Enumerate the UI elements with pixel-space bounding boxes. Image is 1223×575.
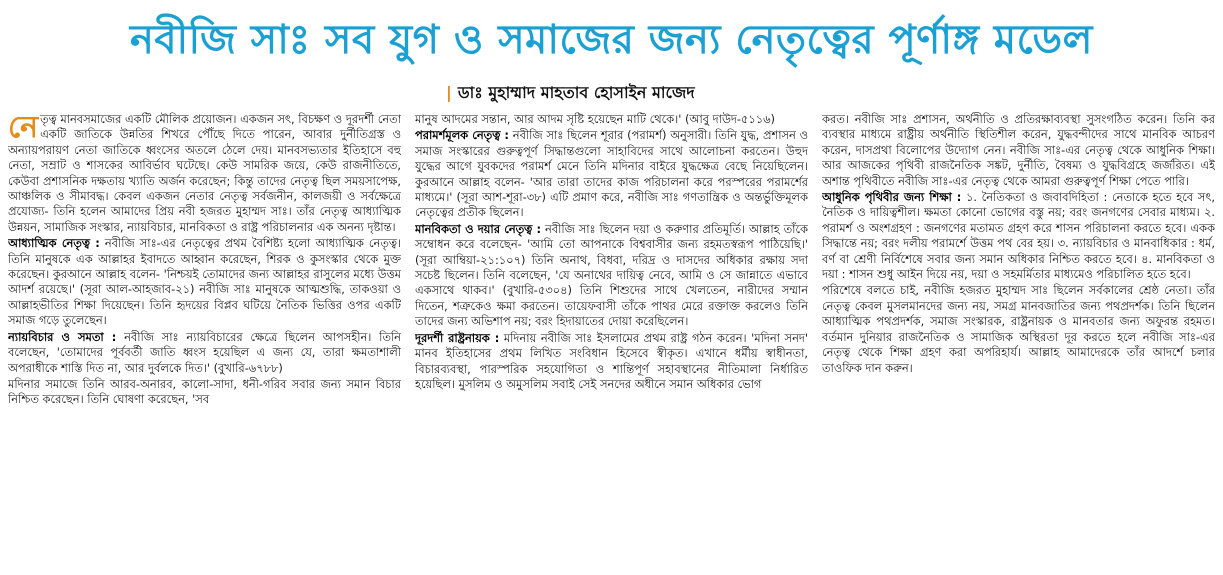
subhead-modern-lessons: আধুনিক পৃথিবীর জন্য শিক্ষা : (822, 190, 962, 205)
subhead-spiritual: আধ্যাত্মিক নেতৃত্ব : (8, 236, 100, 251)
text-modern-lessons: ১. নৈতিকতা ও জবাবদিহিতা : নেতাকে হতে হবে সৎ, নৈতিক ও দায়িত্বশীল। ক্ষমতা কোনো ভোগের বস্তু নয়; বরং জনগণের সেবার মাধ্যম। ২. পরামর্শ ও অংশগ্রহণ : জনগণের মতামত গ্রহণ করে শাসন পরিচালনা করতে হবে। একক সিদ্ধান্তে নয়; বরং দলীয় পরামর্শে উত্তম পথ বের হয়। ৩. ন্যায়বিচার ও মানবাধিকার : ধর্ম, বর্ণ বা শ্রেণী নির্বিশেষে সবার জন্য সমান অধিকার নিশ্চিত করতে হবে। ৪. মানবিকতা ও দয়া : শাসন শুধু আইন দিয়ে নয়, দয়া ও সহমর্মিতার মাধ্যমেও পরিচালিত হতে হবে। (822, 190, 1215, 282)
section-justice (8, 330, 401, 376)
byline-bar: | (446, 83, 452, 102)
intro-paragraph (8, 112, 401, 235)
paragraph-continuation: মানুষ আদমের সন্তান, আর আদম সৃষ্টি হয়েছেন মাটি থেকে।' (আবু দাউদ-৫১১৬) (415, 112, 775, 126)
subhead-consultative: পরামর্শমূলক নেতৃত্ব : (415, 128, 509, 143)
text-humanity: নবীজি সাঃ ছিলেন দয়া ও করুণার প্রতিমূর্তি। আল্লাহ তাঁকে সম্বোধন করে বলেছেন- 'আমি তো আপনাকে বিশ্ববাসীর জন্য রহমতস্বরূপ পাঠিয়েছি।' (সূরা আম্বিয়া-২১:১০৭) তিনি অনাথ, বিধবা, দরিদ্র ও দাসদের অধিকার রক্ষায় সদা সচেষ্ট ছিলেন। তিনি বলেছেন, 'যে অনাথের দায়িত্ব নেবে, আমি ও সে জান্নাতে এভাবে একসাথে থাকব।' (বুখারি-৫৩০৪) তিনি শিশুদের সাথে খেলতেন, নারীদের সম্মান দিতেন, শত্রুকেও ক্ষমা করতেন। তায়েফবাসী তাঁকে পাথর মেরে রক্তাক্ত করলেও তিনি তাদের জন্য অভিশাপ নয়; বরং হিদায়াতের দোয়া করেছিলেন। (415, 221, 808, 329)
subhead-justice: ন্যায়বিচার ও সমতা : (8, 329, 117, 344)
byline (8, 76, 1215, 112)
section-humanity (415, 222, 808, 330)
drop-cap: নে (8, 112, 39, 145)
section-modern-lessons (822, 190, 1215, 282)
column-1 (8, 112, 401, 558)
text-statesman: মদিনায় নবীজি সাঃ ইসলামের প্রথম রাষ্ট্র গঠন করেন। 'মদিনা সনদ' মানব ইতিহাসের প্রথম লিখিত সংবিধান হিসেবে স্বীকৃত। এখানে ধর্মীয় স্বাধীনতা, বিচারব্যবস্থা, পারস্পরিক সহযোগিতা ও শান্তিপূর্ণ সহাবস্থানের নীতিমালা নির্ধারিত হয়েছিল। মুসলিম ও অমুসলিম সবাই সেই সনদের অধীনে সমান অধিকার ভোগ (415, 330, 808, 391)
column-2 (415, 112, 808, 558)
author-name: ডাঃ মুহাম্মাদ মাহতাব হোসাইন মাজেদ (457, 83, 695, 102)
section-spiritual (8, 236, 401, 328)
paragraph-medina-society: মদিনার সমাজে তিনি আরব-অনারব, কালো-সাদা, ধনী-গরিব সবার জন্য সমান বিচার নিশ্চিত করেছেন। তিনি ঘোষণা করেছেন, 'সব (8, 376, 401, 407)
subhead-humanity: মানবিকতা ও দয়ার নেতৃত্ব : (415, 221, 542, 236)
article-columns (8, 112, 1215, 558)
headline: নবীজি সাঃ সব যুগ ও সমাজের জন্য নেতৃত্বের পূর্ণাঙ্গ মডেল (130, 17, 1093, 63)
text-spiritual: নবীজি সাঃ-এর নেতৃত্বের প্রথম বৈশিষ্ট্য হলো আধ্যাত্মিক নেতৃত্ব। তিনি মানুষকে এক আল্লাহর ইবাদতে আহ্বান করেছেন, শিরক ও কুসংস্কার থেকে মুক্ত করেছেন। কুরআনে আল্লাহ বলেন- 'নিশ্চয়ই তোমাদের জন্য আল্লাহর রাসুলের মধ্যে উত্তম আদর্শ রয়েছে।' (সূরা আল-আহজাব-২১) নবীজি সাঃ মানুষকে আত্মশুদ্ধি, তাকওয়া ও আল্লাহভীতির শিক্ষা দিয়েছেন। তিনি হৃদয়ের বিপ্লব ঘটিয়ে নৈতিক ভিত্তির ওপর একটি সমাজ গড়ে তুলেছেন। (8, 236, 401, 328)
paragraph-conclusion: পরিশেষে বলতে চাই, নবীজি হজরত মুহাম্মদ সাঃ ছিলেন সর্বকালের শ্রেষ্ঠ নেতা। তাঁর নেতৃত্ব কেবল মুসলমানদের জন্য নয়, সমগ্র মানবজাতির জন্য পথপ্রদর্শক। তিনি ছিলেন আধ্যাত্মিক পথপ্রদর্শক, সমাজ সংস্কারক, রাষ্ট্রনায়ক ও মানবতার জন্য অফুরন্ত রহমত। বর্তমান দুনিয়ার রাজনৈতিক ও সামাজিক অস্থিরতা দূর করতে হলে নবীজি সাঃ-এর নেতৃত্ব থেকে শিক্ষা গ্রহণ করা অপরিহার্য। আল্লাহ আমাদেরকে তাঁর আদর্শে চলার তাওফিক দান করুন। (822, 283, 1215, 375)
text-consultative: নবীজি সাঃ ছিলেন শূরার (পরামর্শ) অনুসারী। তিনি যুদ্ধ, প্রশাসন ও সমাজ সংস্কারের গুরুত্বপূর্ণ সিদ্ধান্তগুলো সাহাবিদের সাথে আলোচনা করতেন। উহুদ যুদ্ধের আগে যুবকদের পরামর্শ মেনে তিনি মদিনার বাইরে যুদ্ধক্ষেত্র বেছে নিয়েছিলেন। কুরআনে আল্লাহ বলেন- 'আর তারা তাদের কাজ পরিচালনা করে পরস্পরের পরামর্শের মাধ্যমে।' (সূরা আশ-শূরা-৩৮) এটি প্রমাণ করে, নবীজি সাঃ গণতান্ত্রিক ও অন্তর্ভুক্তিমূলক নেতৃত্বের প্রতীক ছিলেন। (415, 128, 808, 220)
column-3 (822, 112, 1215, 558)
section-consultative (415, 128, 808, 220)
paragraph-administration: করত। নবীজি সাঃ প্রশাসন, অর্থনীতি ও প্রতিরক্ষাব্যবস্থা সুসংগঠিত করেন। তিনি কর ব্যবস্থার মাধ্যমে রাষ্ট্রীয় অর্থনীতি স্থিতিশীল করেন, যুদ্ধবন্দীদের সাথে মানবিক আচরণ করেন, দাসপ্রথা বিলোপের উদ্যোগ নেন। নবীজি সাঃ-এর নেতৃত্ব থেকে আধুনিক শিক্ষা। আর আজকের পৃথিবী রাজনৈতিক সঙ্কট, দুর্নীতি, বৈষম্য ও যুদ্ধবিগ্রহে জর্জরিত। এই অশান্ত পৃথিবীতে নবীজি সাঃ-এর নেতৃত্ব থেকে আমরা গুরুত্বপূর্ণ শিক্ষা পেতে পারি। (822, 112, 1215, 188)
subhead-statesman: দূরদর্শী রাষ্ট্রনায়ক : (415, 330, 500, 345)
intro-text: তৃত্ব মানবসমাজের একটি মৌলিক প্রয়োজন। একজন সৎ, বিচক্ষণ ও দূরদর্শী নেতা একটি জাতিকে উন্নতির শিখরে পৌঁছে দিতে পারেন, আবার দুর্নীতিগ্রস্ত ও অন্যায়পরায়ণ নেতা জাতিকে ধ্বংসের অতলে ঠেলে দেয়। মানবসভ্যতার ইতিহাসে বহু নেতা, সম্রাট ও শাসকের আবির্ভাব ঘটেছে। কেউ সামরিক জয়ে, কেউ রাজনীতিতে, কেউবা প্রশাসনিক দক্ষতায় খ্যাতি অর্জন করেছেন; কিন্তু তাদের নেতৃত্ব ছিল সময়সাপেক্ষ, আঞ্চলিক ও সীমাবদ্ধ। কেবল একজন নেতার নেতৃত্ব সর্বজনীন, কালজয়ী ও সর্বক্ষেত্রে প্রযোজ্য- তিনি হলেন আমাদের প্রিয় নবী হজরত মুহাম্মদ সাঃ। তাঁর নেতৃত্ব আধ্যাত্মিক উন্নয়ন, সামাজিক সংস্কার, ন্যায়বিচার, মানবিকতা ও রাষ্ট্র পরিচালনার এক অনন্য দৃষ্টান্ত। (8, 112, 401, 234)
text-justice: নবীজি সাঃ ন্যায়বিচারের ক্ষেত্রে ছিলেন আপসহীন। তিনি বলেছেন, 'তোমাদের পূর্ববর্তী জাতি ধ্বংস হয়েছিল এ জন্য যে, তারা ক্ষমতাশালী অপরাধীকে শাস্তি দিত না, আর দুর্বলকে দিত।' (বুখারি-৬৭৮৮) (8, 329, 401, 375)
section-statesman (415, 331, 808, 393)
